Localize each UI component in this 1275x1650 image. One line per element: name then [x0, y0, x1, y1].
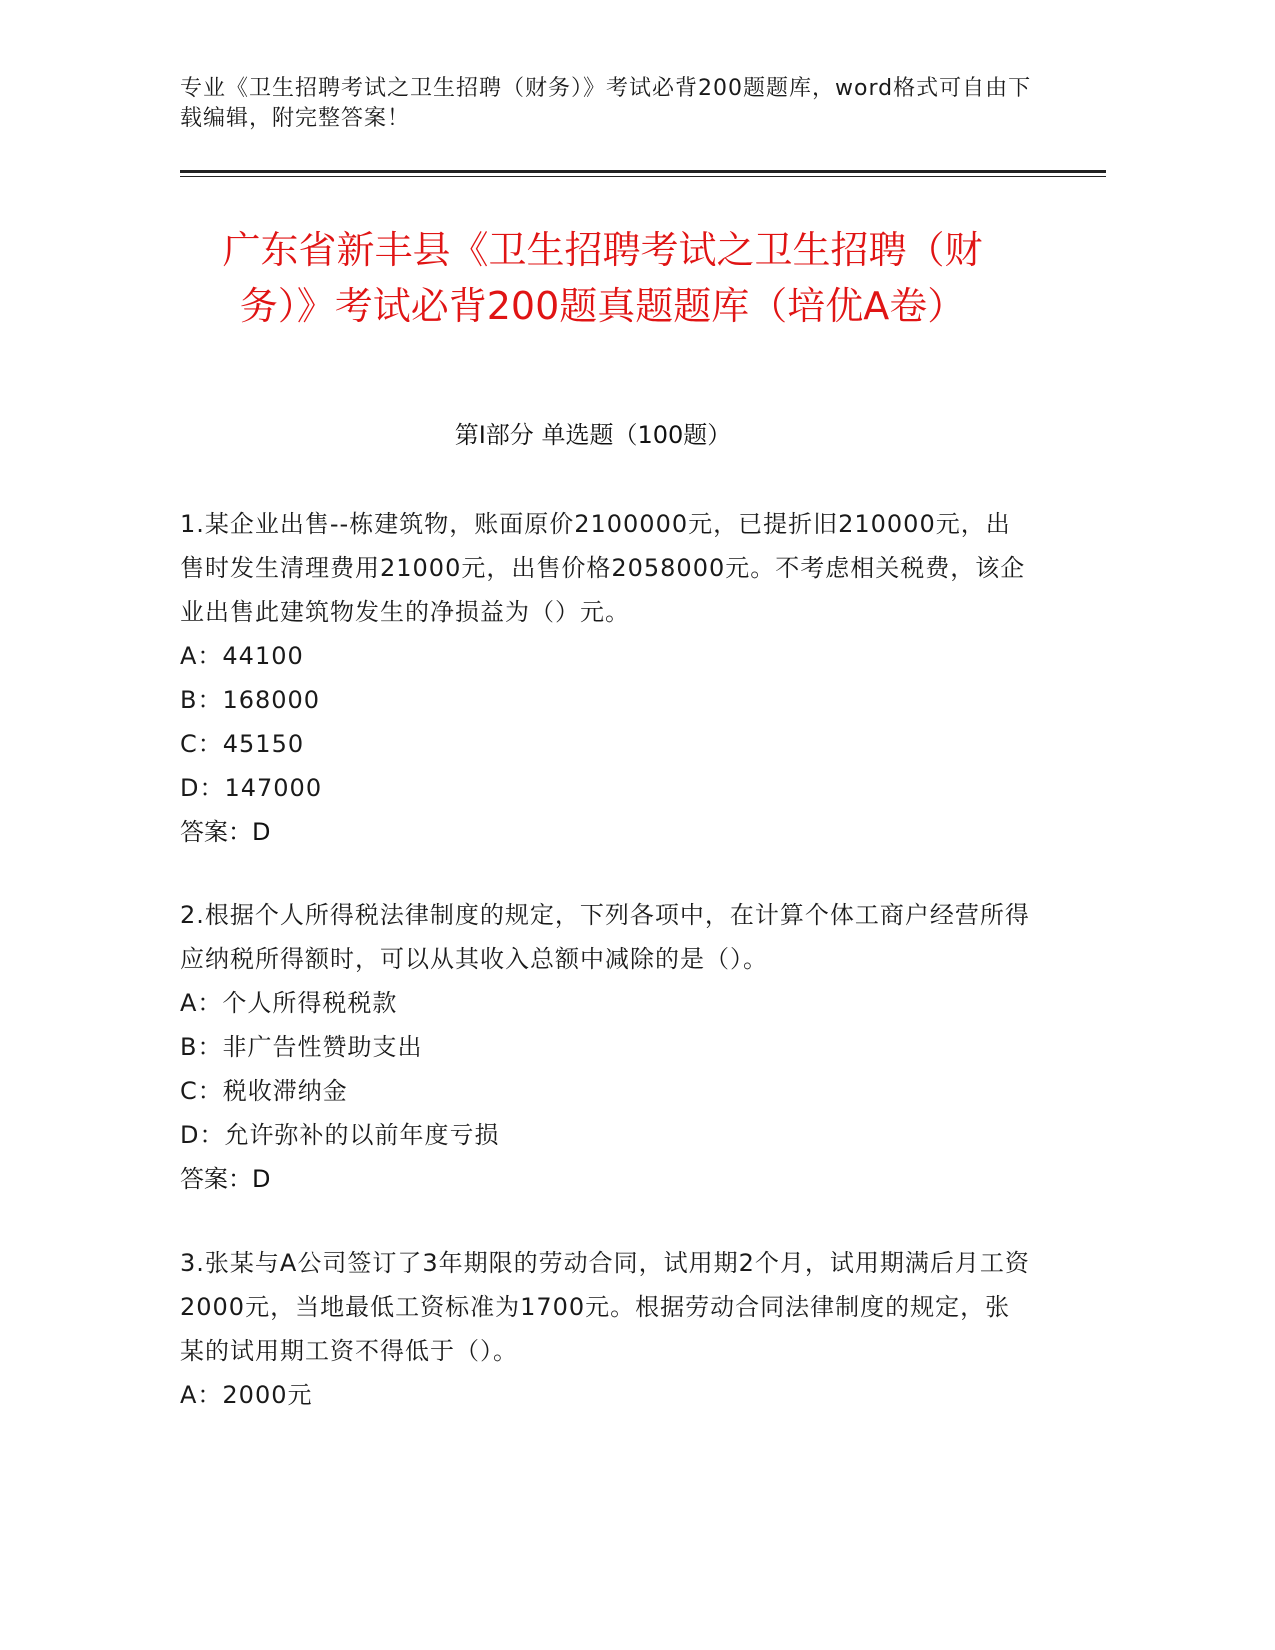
option-a: A：个人所得税税款: [180, 989, 398, 1017]
option-a: A：44100: [180, 642, 304, 670]
answer: 答案：D: [180, 1165, 271, 1193]
option-c: C：税收滞纳金: [180, 1077, 348, 1105]
header-rule-thin: [180, 176, 1106, 177]
header-note: 专业《卫生招聘考试之卫生招聘（财务）》考试必背200题题库，word格式可自由下载编辑，附完整答案！: [180, 76, 1032, 131]
question-stem: 3.张某与A公司签订了3年期限的劳动合同，试用期2个月，试用期满后月工资2000元，当地最低工资标准为1700元。根据劳动合同法律制度的规定，张某的试用期工资不得低于（）。: [180, 1249, 1030, 1365]
question-stem: 2.根据个人所得税法律制度的规定，下列各项中，在计算个体工商户经营所得应纳税所得额时，可以从其收入总额中减除的是（）。: [180, 901, 1030, 973]
option-b: B：168000: [180, 686, 321, 714]
option-d: D：147000: [180, 774, 323, 802]
question-3: [180, 1241, 1030, 1417]
option-b: B：非广告性赞助支出: [180, 1033, 423, 1061]
question-1: [180, 502, 1030, 854]
option-c: C：45150: [180, 730, 305, 758]
question-stem: 1.某企业出售--栋建筑物，账面原价2100000元，已提折旧210000元，出售时发生清理费用21000元，出售价格2058000元。不考虑相关税费，该企业出售此建筑物发生的净损益为（）元。: [180, 510, 1026, 626]
document-title: 广东省新丰县《卫生招聘考试之卫生招聘（财务）》考试必背200题真题题库（培优A卷）: [222, 228, 983, 328]
question-2: [180, 893, 1030, 1201]
header-rule-thick: [180, 170, 1106, 173]
section-heading: 第I部分 单选题（100题）: [454, 421, 732, 449]
answer: 答案：D: [180, 818, 271, 846]
option-d: D：允许弥补的以前年度亏损: [180, 1121, 500, 1149]
option-a: A：2000元: [180, 1381, 313, 1409]
